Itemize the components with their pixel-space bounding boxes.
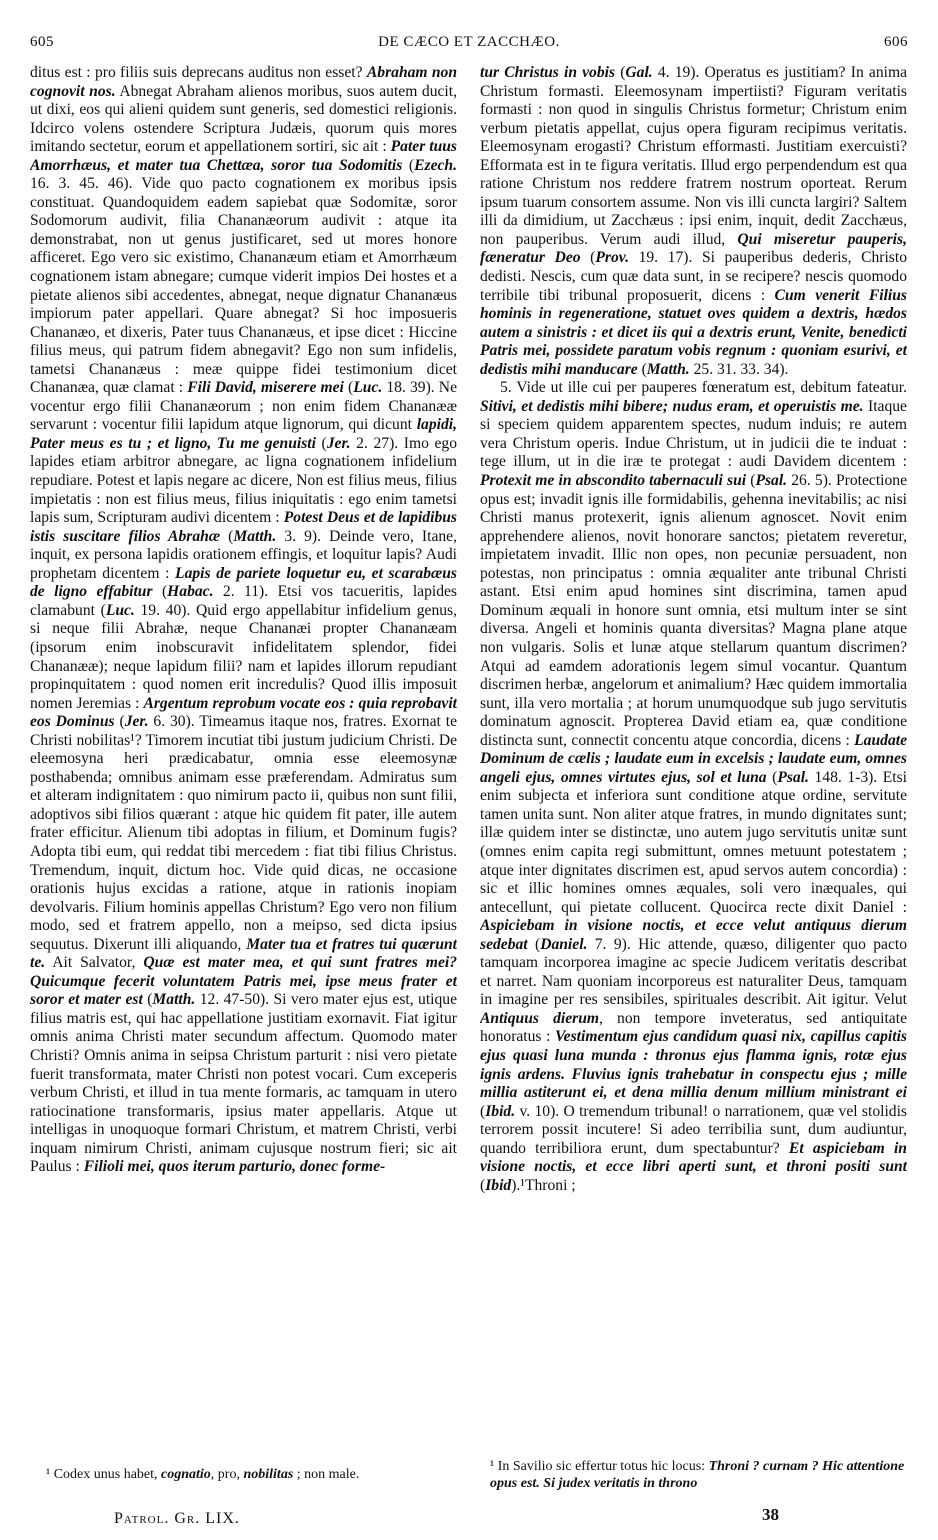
italic-text: Jer. (326, 434, 351, 452)
text-run: 26. 5). Protectione opus est; invadit ignis ille formidabilis, gehenna inevitabilis; ac nisi Christi manus protexerit, ignis alienum agnoscet. Novit enim apprehendere alienos, novit honorare sanctos; pietatem reveretur, impietatem invadit. Illic non opes, non pecuniæ persuadent, non potestas, non principatus : omnia æqualiter ante tribunal Christi astant. Etsi enim apud homines sint discrimina, tamen apud Dominum æquali in honore sunt omnia, etsi multum inter se sint diversa. Angeli et hominis quanta diversitas? Magna plane atque non vulgaris. Solis et lunæ atque stellarum quantum discrimen? Atqui ad eamdem adorationis legem simul vocantur. Quantum discrimen herbæ, angelorum et animalium? Hæc quidem immortalia sunt, illa vero mortalia ; at horum unumquodque sub jugo servitutis dominatum agnoscit. Propterea David etiam ea, quæ conditione distincta sunt, connectit concentu atque concordia, dicens : (480, 472, 907, 749)
text-run: ( (114, 713, 125, 731)
text-run: 18. 39). Ne vocentur ergo filii Chananæorum ; non enim fidem Chananææ servarunt : vocentur filii lapidum atque lignorum, qui dicunt (30, 379, 457, 434)
italic-text: Vestimentum ejus candidum quasi nix, capillus capitis ejus quasi luna munda : thronus ejus flamma ignis, rotæ ejus ignis ardens. Fluvius ignis trahebatur in conspectu ejus ; mille millia astiterunt ei, et dena millia denum millium ministrant ei (480, 1028, 907, 1102)
italic-text: Qui miseretur pauperis, fæneratur Deo (480, 230, 907, 267)
text-run: 148. 1-3). Etsi enim subjecta et inferiora sunt conditione atque ordine, servitute tamen unita sunt. Non aliter atque fratres, in mundo dignitates sunt; illæ quidem inter se distinctæ, uno autem jugo servitutis unitæ sunt (omnes enim capita regi submittunt, omnes metuunt potestatem ; atque inter dignitates discrimen est, apud servos autem concordia) : sic et illic homines omnes æquales, soli vero inæquales, qui antecellunt, qui pietate collucent. Quocirca recte dixit Daniel : (480, 768, 907, 916)
paragraph (480, 64, 907, 379)
text-run: ( (480, 1102, 486, 1120)
italic-text: Prov. (595, 249, 629, 267)
italic-text: Pater tuus Amorrhæus, et mater tua Chettæa, soror tua Sodomitis (30, 138, 457, 174)
italic-text: Cum venerit Filius hominis in regeneratione, statuet oves quidem a dextris, hædos autem a sinistris : et dicet iis qui a dextris erunt, Venite, benedicti Patris mei, possidete paratum vobis regnum : quoniam esurivi, et dedistis mihi manducare (480, 286, 907, 378)
text-run: 16. 3. 45. 46). Vide quo pacto cognationem ex moribus ipsis constituat. Quandoquidem eadem sapiebat quæ Sodomitæ, soror Sodomorum audivit, filia Chananæorum audivit : atque ita demonstrabat, non ut genus justificaret, sed ut mores honore afficeret. Ego vero sic existimo, Chananæum etiam et Amorrhæum cognationem istam abnegare; cumque viderit impios Dei hostes et a pietate alienos sibi accedentes, abnegat, neque dignatur Chananæus impiorum pater appellari. Quare abnegat? Si hoc imposueris Chananæo, et dixeris, Pater tuus Chananæus, et ipse dicet : Hiccine filius meus, qui patrum fidem abnegavit? Ego non sum infidelis, tametsi Chananæus : meæ quippe fidei testimonium dicet Chananæa, quæ clamat : (30, 175, 457, 397)
italic-text: Psal. (755, 472, 788, 490)
text-run: ditus est : pro filiis suis deprecans auditus non esset? (30, 64, 367, 81)
italic-text: Matth. (646, 360, 690, 378)
italic-text: Argentum reprobum vocate eos : quia reprobavit eos Dominus (30, 694, 457, 731)
text-run: Itaque si speciem quidem apparentem spectes, nudum induis; re autem vera Christum operis. Indue Christum, ut in judicii die te induat : tege illum, ut in die iræ te protegat : audi Davidem dicentem : (480, 397, 907, 471)
text-run: 3. 9). Deinde vero, Itane, inquit, ex persona lapidis orationem effingis, et loquitur lapis? Audi prophetam dicentem : (30, 527, 457, 582)
text-run: ( (480, 1176, 486, 1194)
text-run: ( (142, 991, 153, 1009)
italic-text: Habac. (167, 583, 214, 601)
italic-text: Protexit me in abscondito tabernaculi sui (480, 472, 747, 490)
italic-text: Abraham non cognovit nos. (30, 64, 457, 100)
italic-text: Filioli mei, quos iterum parturio, donec forme- (83, 1158, 386, 1176)
text-run: 5. Vide ut ille cui per pauperes fœneratum est, debitum fateatur. (500, 379, 907, 397)
text-run: ( (220, 527, 234, 545)
running-title: DE CÆCO ET ZACCHÆO. (378, 34, 560, 50)
text-run: ( (343, 379, 354, 397)
italic-text: Quæ est mater mea, et qui sunt fratres mei? Quicumque fecerit voluntatem Patris mei, ipse meus frater et soror et mater est (30, 954, 457, 1009)
italic-text: Ibid (485, 1176, 512, 1194)
italic-text: Gal. (625, 64, 653, 81)
italic-text: Fili David, miserere mei (187, 379, 344, 397)
italic-text: Daniel. (540, 935, 588, 953)
text-run: ).¹Throni ; (511, 1176, 576, 1194)
italic-text: Matth. (152, 991, 196, 1009)
italic-text: nobilitas (243, 1467, 294, 1482)
text-run: ( (746, 472, 756, 490)
text-run: ( (152, 583, 168, 601)
italic-text: Antiquus dierum (480, 1009, 600, 1027)
text-run: , non tempore inveteratus, sed antiquitate honoratus : (480, 1009, 907, 1046)
text-run: Abnegat Abraham alienos moribus, suos autem ducit, ut dixi, eos qui alieni quidem sunt generis, sed domestici religionis. Idcirco volens ostendere Scriptura Judæis, quorum quis mores imitando sectetur, eorum et appellationem sortiri, sic ait : (30, 82, 457, 156)
italic-text: Ibid. (485, 1102, 516, 1120)
text-run: ( (615, 64, 626, 81)
italic-text: Sitivi, et dedistis mihi bibere; nudus eram, et operuistis me. (480, 397, 864, 415)
volume-signature: Patrol. Gr. LIX. (114, 1510, 240, 1527)
footnote-right (490, 1458, 910, 1492)
italic-text: Mater tua et fratres tui quærunt te. (30, 935, 457, 972)
text-run: 12. 47-50). Si vero mater ejus est, utique filius matris est, qui hac appellatione justitiam exornavit. Fiat igitur omnis anima Christi mater secundum affectum. Quomodo mater Christi? Omnis anima in seipsa Christum parturit : nisi vero pietate fuerit transformata, mater Christi non potest vocari. Cum exceperis verbum Christi, et illud in tua mente formaris, ac tamquam in utero ratiocinatione transformaris, ipsius mater appellaris. Atque ut intelligas in unoquoque formari Christum, et matrem Christi, verbi inquam nimirum Christi, animam cujusque nostrum fieri; sic ait Paulus : (30, 991, 457, 1176)
italic-text: Luc. (105, 601, 135, 619)
text-run: ¹ In Savilio sic effertur totus hic locus: (490, 1459, 709, 1474)
italic-text: Potest Deus et de lapidibus istis suscitare filios Abrahæ (30, 509, 457, 545)
text-run: , pro, (210, 1467, 244, 1482)
page-number-left: 605 (30, 34, 54, 50)
text-run: 19. 17). Si pauperibus dederis, Christo dedisti. Nescis, cum quæ data sunt, in se recipere? nescis quomodo terribile tibi tribunal proposuerit, dicens : (480, 249, 907, 304)
text-run: 6. 30). Timeamus itaque nos, fratres. Exornat te Christi nobilitas¹? Timorem incutiat tibi justum judicium Christi. De eleemosyna heri prædicabatur, omnia esse eleemosynæ posthabenda; omnibus animam esse præferendam. Admiratus sum et alteram indignitatem : quo nimirum pacto ii, quibus non sunt filii, adoptivos sibi filios quærant : atque hic quidem fit pater, ille autem frater efficitur. Alienum tibi adoptas in filium, et Dominum fugis? Adopta tibi eum, qui reddat tibi mercedem : fiat tibi filius Christus. Tremendum, inquit, dictum hoc. Vide quid dicas, ne occasione orationis hujus excidas a ratione, atque in rationis inopiam devolvaris. Filium hominis appellas Christum? Ego vero non filium modo, sed et fratrem appello, non a meipso, sed dicta ipsius sequutus. Dixerunt illi aliquando, (30, 713, 457, 953)
text-run: 2. 27). Imo ego lapides etiam arbitror abnegare, ac ligna cognationem infidelium repudiare. Potest et lapis negare ac dicere, Non est filius meus, filius impietatis : non est filius meus, filius iniquitatis : ego enim tametsi lapis sum, Scripturam audivi dicentem : (30, 434, 457, 527)
page-number-right: 606 (884, 34, 908, 50)
running-header (30, 34, 908, 56)
text-run: ( (637, 360, 647, 378)
italic-text: cognatio (161, 1467, 211, 1482)
italic-text: Matth. (233, 527, 277, 545)
italic-text: Ezech. (414, 156, 457, 174)
right-column (480, 64, 907, 1456)
sheet-number: 38 (762, 1505, 779, 1524)
footnote-left (46, 1466, 473, 1483)
text-run: ( (527, 935, 541, 953)
text-run: 2. 11). Etsi vos tacueritis, lapides clamabunt ( (30, 583, 457, 619)
italic-text: Lapis de pariete loquetur eu, et scarabæus de ligno effabitur (30, 564, 457, 601)
italic-text: Et aspiciebam in visione noctis, et ecce libri aperti sunt, et throni positi sunt (480, 1139, 907, 1176)
italic-text: Jer. (124, 713, 149, 731)
text-run: 25. 31. 33. 34). (689, 360, 789, 378)
text-run: 4. 19). Operatus es justitiam? In anima Christum formasti. Eleemosynam impertiisti? Figuram veritatis formasti : non quod in singulis Christus formetur; Christum enim verbum pietatis appellat, cujus opera figuram recipimus veritatis. Eleemosynam erogasti? Christum efformasti. Justitiam exercuisti? Efformata est in te figura veritatis. Illud ergo perpendendum est qua ratione Christum nos reddere fratrem nostrum oporteat. Rerum ipsum tuarum consortem assume. Non vis illi cuncta largiri? Saltem illi da dimidium, ut Zacchæus : ipsi enim, inquit, dedit Zacchæus, non pauperibus. Verum audi illud, (480, 64, 907, 248)
text-run: ¹ Codex unus habet, (46, 1467, 162, 1482)
text-run: 7. 9). Hic attende, quæso, diligenter quo pacto tamquam incorporea imagine ac specie Judicem veritatis describat et narret. Nam quoniam incorporeus est naturaliter Deus, tamquam in imagine per res sensibiles, spirituales describit. Ait igitur. Velut (480, 935, 907, 1009)
italic-text: Luc. (353, 379, 383, 397)
italic-text: Psal. (777, 768, 809, 786)
italic-text: tur Christus in vobis (480, 64, 616, 81)
text-run: ( (315, 434, 327, 452)
text-run: ; non male. (293, 1467, 360, 1482)
paragraph (30, 64, 457, 1177)
italic-text: Aspiciebam in visione noctis, et ecce velut antiquus dierum sedebat (480, 917, 907, 953)
text-run: ( (402, 156, 415, 174)
italic-text: Throni ? curnam ? Hic attentione opus est. Si judex veritatis in throno (490, 1459, 905, 1491)
text-run: v. 10). O tremendum tribunal! o narrationem, quæ vel stolidis terrorem possit incutere! Si adeo terribilia sunt, dum audiuntur, quando terribiliora erunt, dum spectabuntur? (480, 1102, 907, 1157)
italic-text: lapidi, Pater meus es tu ; et ligno, Tu me genuisti (30, 416, 457, 452)
italic-text: Laudate Dominum de cælis ; laudate eum in excelsis ; laudate eum, omnes angeli ejus, omnes virtutes ejus, sol et luna (480, 731, 907, 786)
text-run: ( (580, 249, 596, 267)
text-run: ( (766, 768, 778, 786)
paragraph (480, 379, 907, 1195)
text-run: 19. 40). Quid ergo appellabitur infidelium genus, si neque filii Abrahæ, neque Chananæi propter Chananæam (ipsorum enim inobscuravit infidelitatem splendor, fidei Chananææ); neque lapidum filii? nam et lapides illorum repudiant propinquitatem : quod nomen erit incredulis? Quod illis imposuit nomen Jeremias : (30, 601, 457, 712)
left-column (30, 64, 457, 1456)
text-run: Ait Salvator, (45, 954, 144, 972)
